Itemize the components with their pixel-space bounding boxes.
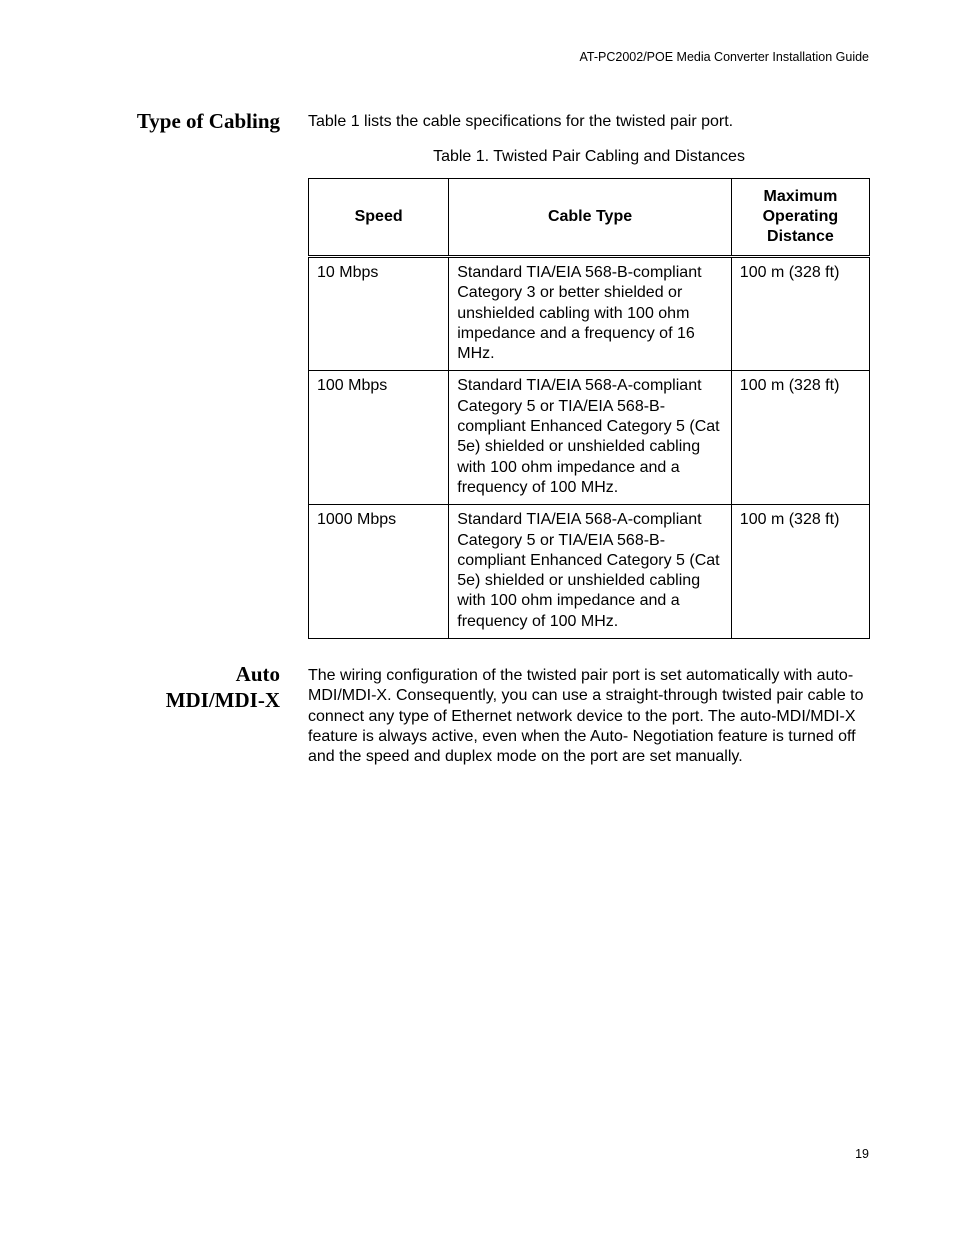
cell-distance: 100 m (328 ft) (731, 257, 869, 371)
cell-speed: 100 Mbps (309, 371, 449, 505)
table-caption: Table 1. Twisted Pair Cabling and Distances (433, 148, 745, 165)
header-distance-line3: Distance (767, 228, 834, 246)
header-speed: Speed (309, 179, 449, 257)
cell-distance: 100 m (328 ft) (731, 371, 869, 505)
section-heading-type-of-cabling: Type of Cabling (136, 109, 280, 133)
cell-speed: 10 Mbps (309, 257, 449, 371)
table-intro-text: Table 1 lists the cable specifications for the twisted pair port. (308, 113, 734, 130)
cell-speed: 1000 Mbps (309, 505, 449, 639)
page-number: 19 (855, 1147, 869, 1161)
table-row (309, 257, 870, 371)
header-cable-type: Cable Type (449, 179, 732, 257)
cell-cable-type: Standard TIA/EIA 568-B-compliant Category 3 or better shielded or unshielded cabling with 100 ohm impedance and a frequency of 16 MHz. (449, 257, 732, 371)
cell-distance: 100 m (328 ft) (731, 505, 869, 639)
heading-line-mdi: MDI/MDI-X (165, 688, 280, 712)
table-row (309, 505, 870, 639)
table-header-row (309, 179, 870, 257)
header-max-distance (731, 179, 869, 257)
heading-line-auto: Auto (235, 662, 280, 686)
cell-cable-type: Standard TIA/EIA 568-A-compliant Category 5 or TIA/EIA 568-B-compliant Enhanced Category 5 (Cat 5e) shielded or unshielded cabling with 100 ohm impedance and a frequency of 100 MHz. (449, 371, 732, 505)
cell-cable-type: Standard TIA/EIA 568-A-compliant Category 5 or TIA/EIA 568-B-compliant Enhanced Category 5 (Cat 5e) shielded or unshielded cabling with 100 ohm impedance and a frequency of 100 MHz. (449, 505, 732, 639)
table-row (309, 371, 870, 505)
header-distance-line1: Maximum (763, 187, 838, 205)
header-distance-line2: Operating (762, 207, 839, 225)
cabling-table (308, 178, 870, 639)
mdi-body-text: The wiring configuration of the twisted pair port is set automatically with auto-MDI/MDI-X. Consequently, you can use a straight-through twisted pair cable to connect any type of Ethernet network device to the port. The auto-MDI/MDI-X feature is always active, even when the Auto- Negotiation feature is turned off and the speed and duplex mode on the port are set manually. (308, 667, 864, 766)
running-header: AT-PC2002/POE Media Converter Installation Guide (579, 50, 869, 64)
section-heading-auto-mdi (166, 661, 280, 713)
